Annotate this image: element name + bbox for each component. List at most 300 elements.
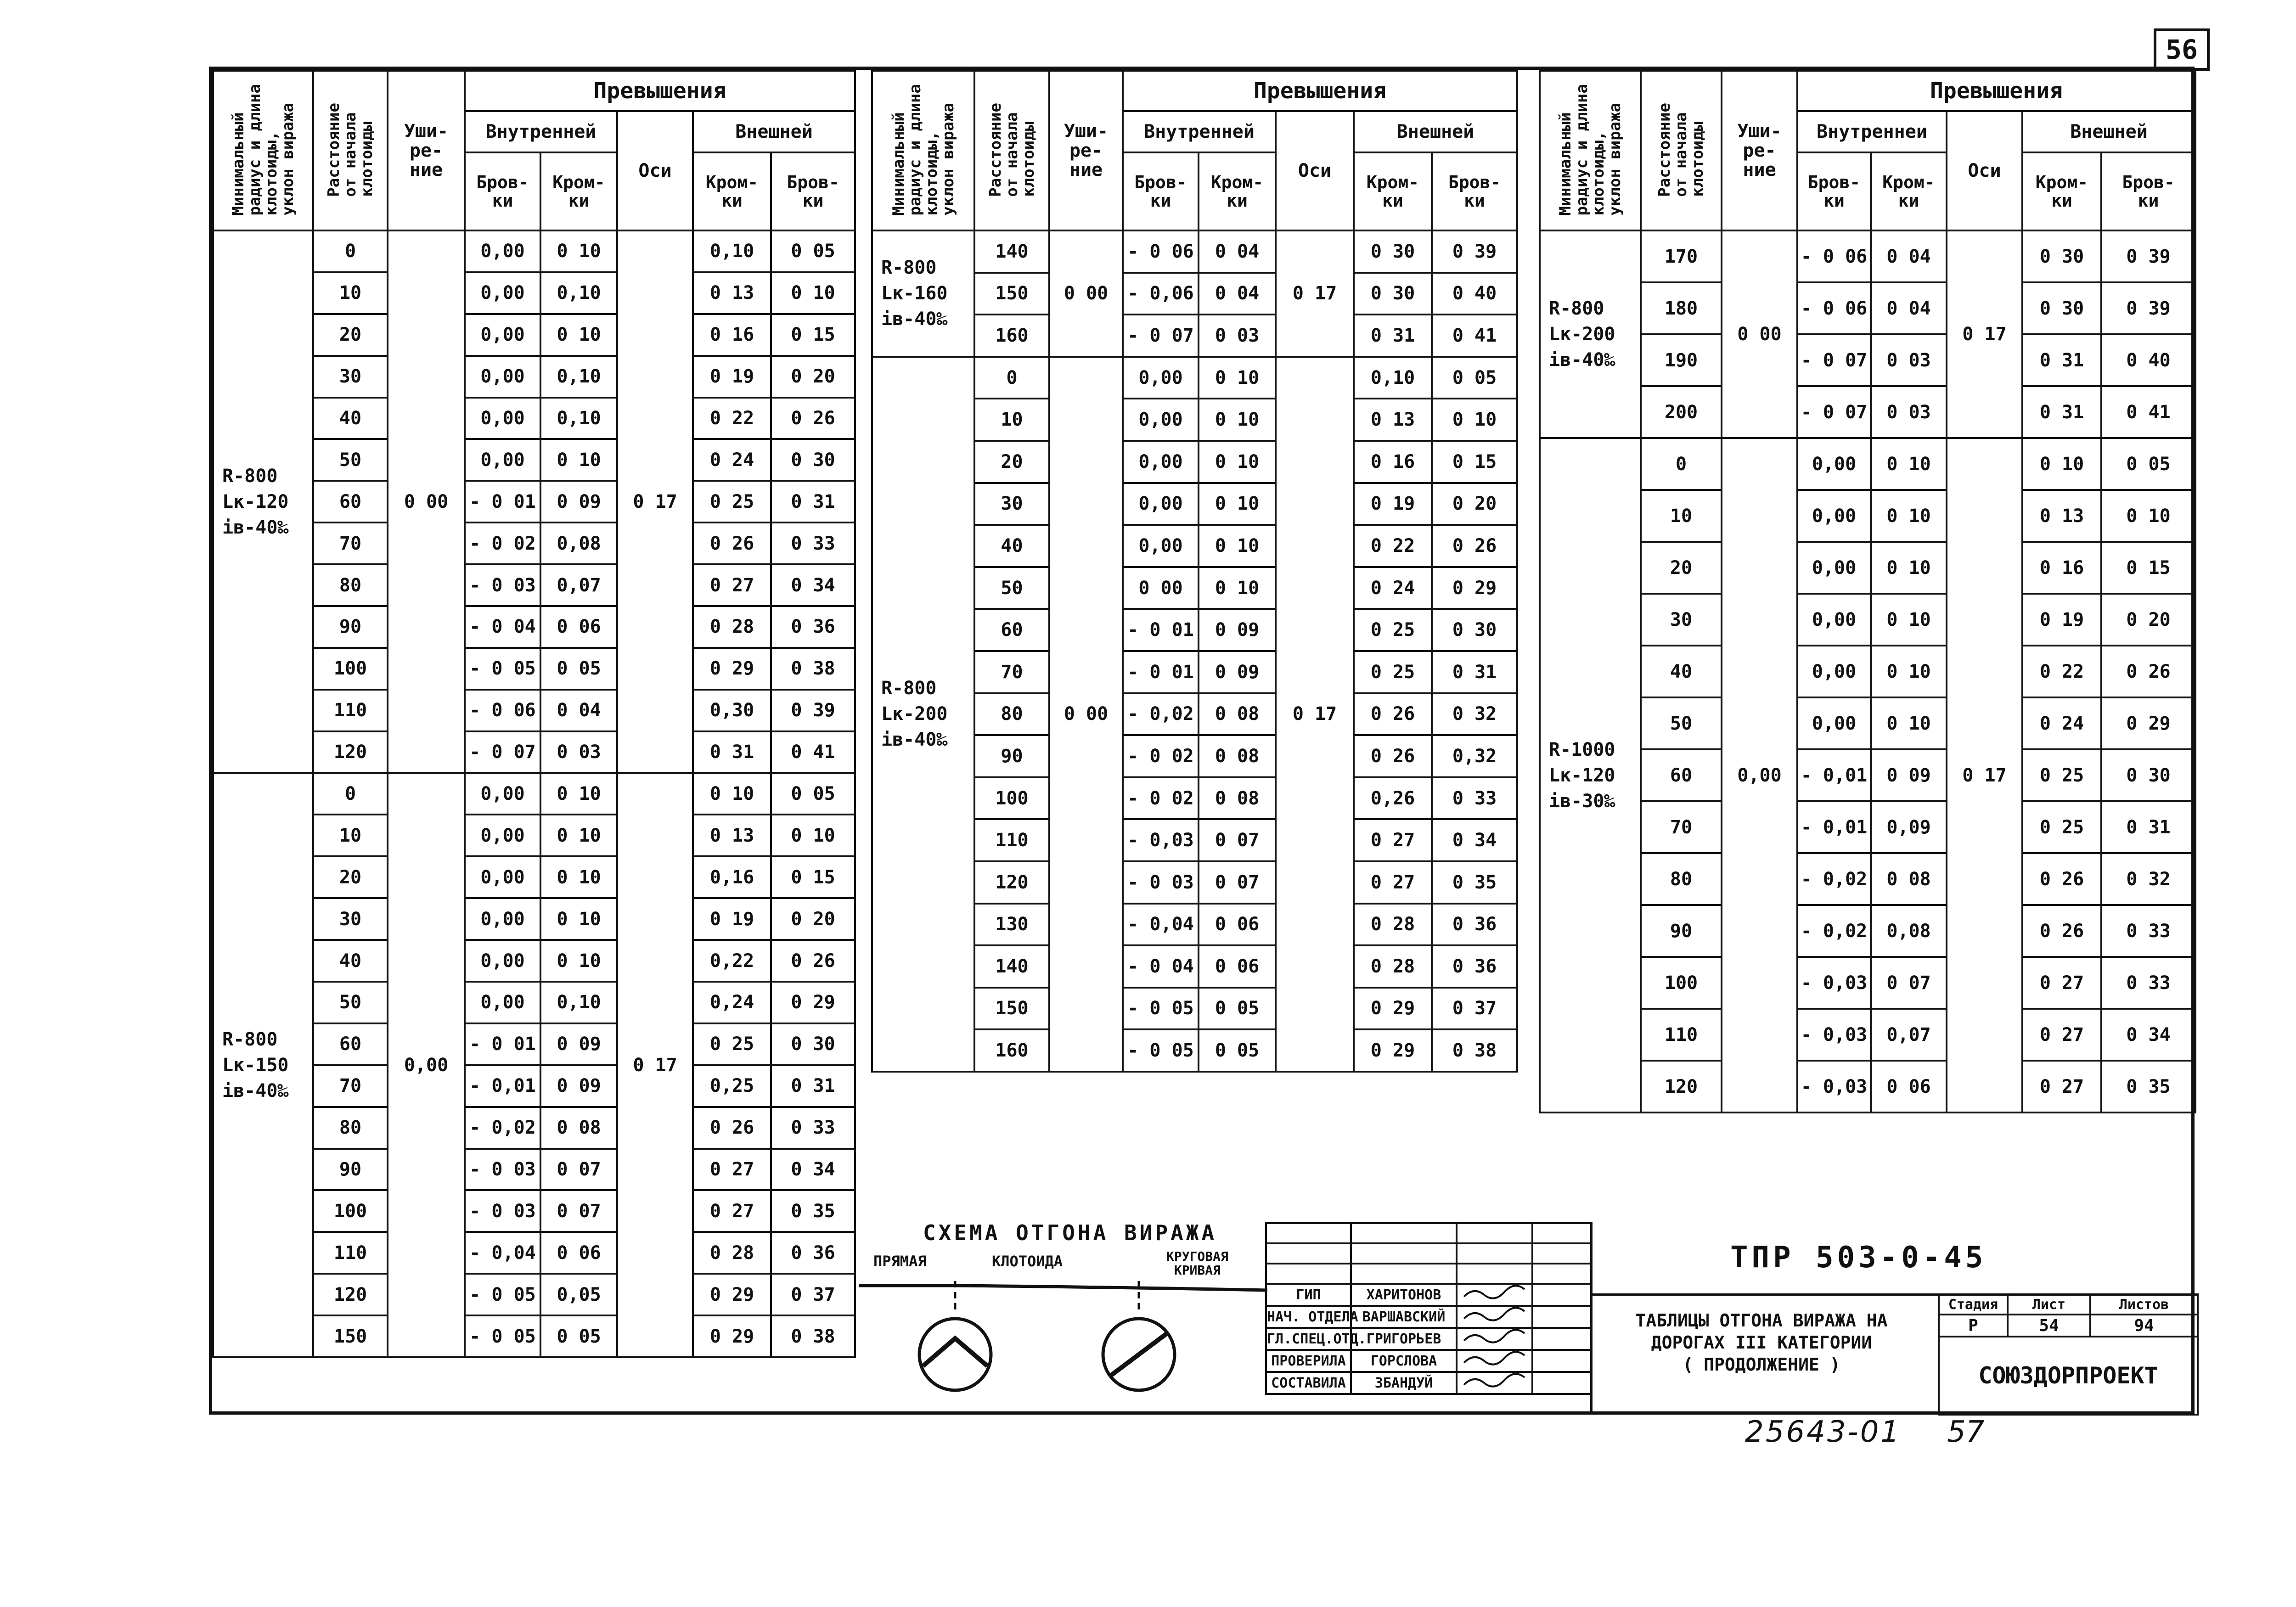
distance-cell: 80 [974, 693, 1049, 736]
inner-edge-cell: 0 06 [540, 1232, 617, 1274]
outer-brow-cell: 0 31 [771, 1065, 855, 1107]
inner-brow-cell: - 0 02 [465, 523, 540, 564]
outer-edge-cell: 0 25 [693, 1023, 771, 1065]
outer-edge-cell: 0 27 [693, 564, 771, 606]
outer-brow-cell: 0 35 [1432, 861, 1517, 904]
distance-cell: 160 [974, 1029, 1049, 1072]
outer-edge-cell: 0 24 [2022, 697, 2101, 749]
inner-brow-cell: - 0 06 [465, 690, 540, 731]
inner-edge-cell: 0 07 [1199, 819, 1276, 861]
inner-brow-cell: 0,00 [465, 272, 540, 314]
outer-brow-cell: 0 40 [2101, 334, 2195, 386]
distance-cell: 170 [1641, 230, 1722, 282]
outer-edge-cell: 0 25 [1354, 609, 1432, 651]
widening-cell: 0 00 [1049, 357, 1123, 1072]
distance-cell: 120 [313, 1274, 388, 1315]
signature [1457, 1284, 1532, 1306]
group-label: R-800 Lк-200 iв-40‰ [1540, 230, 1641, 438]
table-a-header-elevations: Превышения [465, 71, 855, 111]
outer-edge-cell: 0 24 [1354, 567, 1432, 609]
inner-brow-cell: - 0,03 [1123, 819, 1199, 861]
outer-brow-cell: 0 39 [2101, 282, 2195, 334]
outer-edge-cell: 0 25 [1354, 651, 1432, 693]
inner-edge-cell: 0 07 [1199, 861, 1276, 904]
distance-header-label: Расстояние от начала клотоиды [325, 102, 376, 197]
inner-edge-cell: 0 10 [1199, 399, 1276, 441]
inner-edge-cell: 0 03 [1871, 334, 1947, 386]
inner-brow-cell: - 0,02 [1123, 693, 1199, 736]
distance-cell: 40 [1641, 646, 1722, 697]
outer-brow-cell: 0 41 [1432, 315, 1517, 357]
stamp-empty-cell [1266, 1264, 1351, 1284]
group-label: R-800 Lк-160 iв-40‰ [872, 230, 974, 357]
inner-edge-cell: 0,09 [1871, 801, 1947, 853]
outer-brow-cell: 0 34 [1432, 819, 1517, 861]
inner-edge-cell: 0 10 [1871, 542, 1947, 594]
outer-edge-cell: 0 30 [1354, 230, 1432, 273]
outer-brow-cell: 0 32 [2101, 853, 2195, 905]
radius-header-label: Минимальный радиус и длина клотоиды, уклон виража [889, 84, 957, 216]
outer-brow-cell: 0 29 [2101, 697, 2195, 749]
outer-brow-cell: 0 31 [1432, 651, 1517, 693]
axis-cell: 0 17 [1276, 357, 1354, 1072]
sheet-title: ТАБЛИЦЫ ОТГОНА ВИРАЖА НА ДОРОГАХ III КАТЕГОРИИ ( ПРОДОЛЖЕНИЕ ) [1635, 1310, 1888, 1375]
inner-brow-cell: 0,00 [465, 856, 540, 898]
outer-brow-cell: 0 35 [771, 1190, 855, 1232]
table-c-header-brow-3: Бров- ки [2101, 152, 2195, 230]
distance-cell: 80 [313, 564, 388, 606]
doc-code: ТПР 503-0-45 [1730, 1241, 1987, 1275]
stamp-role: СОСТАВИЛА [1266, 1372, 1351, 1394]
table-row [213, 773, 855, 815]
inner-edge-cell: 0 06 [1199, 904, 1276, 946]
inner-brow-cell: - 0 01 [465, 481, 540, 523]
table-b-header-outer: Внешней [1354, 111, 1517, 152]
inner-edge-cell: 0 03 [540, 731, 617, 773]
inner-edge-cell: 0 10 [540, 940, 617, 982]
distance-cell: 90 [974, 735, 1049, 777]
stamp-empty-cell [1532, 1223, 1591, 1243]
outer-brow-cell: 0,32 [1432, 735, 1517, 777]
outer-edge-cell: 0 31 [2022, 386, 2101, 438]
inner-edge-cell: 0 06 [1199, 945, 1276, 988]
stamp-role: ГЛ.СПЕЦ.ОТД. [1266, 1328, 1351, 1350]
outer-brow-cell: 0 10 [771, 272, 855, 314]
sheet-label: Лист [2008, 1294, 2090, 1315]
stamp-name: ЗБАНДУЙ [1351, 1372, 1457, 1394]
table-b-header-radius [872, 71, 974, 230]
archive-number: 25643-01 [1745, 1415, 1902, 1449]
outer-edge-cell: 0 19 [2022, 594, 2101, 646]
table-c-header-radius [1540, 71, 1641, 230]
inner-edge-cell: 0 05 [1199, 1029, 1276, 1072]
inner-brow-cell: 0,00 [1123, 441, 1199, 483]
inner-brow-cell: - 0 01 [465, 1023, 540, 1065]
distance-cell: 150 [974, 988, 1049, 1030]
distance-cell: 30 [1641, 594, 1722, 646]
inner-brow-cell: - 0 07 [465, 731, 540, 773]
outer-brow-cell: 0 35 [2101, 1061, 2195, 1113]
radius-header-label: Минимальный радиус и длина клотоиды, уклон виража [1556, 84, 1624, 216]
outer-edge-cell: 0 19 [693, 898, 771, 940]
inner-brow-cell: - 0 05 [465, 1315, 540, 1357]
distance-cell: 100 [1641, 957, 1722, 1009]
distance-cell: 80 [1641, 853, 1722, 905]
table-a-header-distance [313, 71, 388, 230]
distance-cell: 140 [974, 945, 1049, 988]
stamp-role: НАЧ. ОТДЕЛА [1266, 1306, 1351, 1328]
inner-brow-cell: - 0 01 [1123, 609, 1199, 651]
outer-brow-cell: 0 36 [1432, 945, 1517, 988]
distance-cell: 60 [313, 1023, 388, 1065]
outer-edge-cell: 0 27 [1354, 819, 1432, 861]
outer-brow-cell: 0 30 [1432, 609, 1517, 651]
table-a-header-radius [213, 71, 313, 230]
outer-edge-cell: 0 10 [693, 773, 771, 815]
inner-edge-cell: 0 06 [540, 606, 617, 648]
outer-brow-cell: 0 30 [771, 439, 855, 481]
inner-edge-cell: 0 03 [1871, 386, 1947, 438]
distance-cell: 110 [1641, 1009, 1722, 1061]
outer-edge-cell: 0 19 [1354, 483, 1432, 525]
outer-edge-cell: 0 31 [1354, 315, 1432, 357]
table-b-header-widening: Уши- ре- ние [1049, 71, 1123, 230]
scheme-title: СХЕМА ОТГОНА ВИРАЖА [923, 1220, 1217, 1245]
outer-edge-cell: 0 28 [693, 1232, 771, 1274]
outer-brow-cell: 0 33 [771, 523, 855, 564]
outer-edge-cell: 0 31 [2022, 334, 2101, 386]
outer-brow-cell: 0 05 [771, 773, 855, 815]
inner-brow-cell: - 0,01 [1797, 801, 1871, 853]
outer-brow-cell: 0 36 [771, 606, 855, 648]
inner-edge-cell: 0 10 [1871, 594, 1947, 646]
outer-edge-cell: 0,30 [693, 690, 771, 731]
stamp-role: ПРОВЕРИЛА [1266, 1350, 1351, 1372]
outer-brow-cell: 0 05 [771, 230, 855, 272]
distance-cell: 180 [1641, 282, 1722, 334]
inner-edge-cell: 0 10 [540, 898, 617, 940]
table-b [871, 70, 1518, 1073]
inner-brow-cell: 0,00 [1123, 399, 1199, 441]
inner-brow-cell: 0,00 [1797, 542, 1871, 594]
outer-edge-cell: 0,25 [693, 1065, 771, 1107]
inner-brow-cell: 0,00 [465, 439, 540, 481]
distance-cell: 110 [313, 690, 388, 731]
outer-brow-cell: 0 10 [1432, 399, 1517, 441]
table-b-header-edge-1: Кром- ки [1199, 152, 1276, 230]
inner-edge-cell: 0 04 [1199, 230, 1276, 273]
distance-cell: 160 [974, 315, 1049, 357]
distance-cell: 120 [974, 861, 1049, 904]
axis-cell: 0 17 [1947, 230, 2022, 438]
outer-edge-cell: 0,16 [693, 856, 771, 898]
inner-brow-cell: - 0,02 [1797, 905, 1871, 957]
inner-brow-cell: - 0,03 [1797, 957, 1871, 1009]
distance-cell: 110 [313, 1232, 388, 1274]
outer-brow-cell: 0 30 [771, 1023, 855, 1065]
inner-brow-cell: - 0 01 [1123, 651, 1199, 693]
inner-edge-cell: 0 08 [1199, 777, 1276, 820]
table-b-header-axis: Оси [1276, 111, 1354, 230]
inner-edge-cell: 0 10 [1871, 646, 1947, 697]
inner-edge-cell: 0 08 [540, 1107, 617, 1149]
group-label: R-800 Lк-150 iв-40‰ [213, 773, 313, 1357]
distance-cell: 10 [1641, 490, 1722, 542]
outer-edge-cell: 0 22 [693, 398, 771, 439]
outer-brow-cell: 0 05 [1432, 357, 1517, 399]
inner-brow-cell: 0,00 [465, 898, 540, 940]
distance-cell: 190 [1641, 334, 1722, 386]
stamp-name: ГРИГОРЬЕВ [1351, 1328, 1457, 1350]
outer-edge-cell: 0 30 [2022, 282, 2101, 334]
inner-edge-cell: 0 05 [540, 648, 617, 690]
inner-edge-cell: 0 10 [540, 230, 617, 272]
inner-brow-cell: 0,00 [1797, 697, 1871, 749]
inner-brow-cell: 0,00 [465, 398, 540, 439]
inner-edge-cell: 0,10 [540, 272, 617, 314]
stamp-name: ХАРИТОНОВ [1351, 1284, 1457, 1306]
inner-edge-cell: 0 10 [540, 773, 617, 815]
inner-brow-cell: - 0 05 [1123, 988, 1199, 1030]
table-c-header-edge-1: Кром- ки [1871, 152, 1947, 230]
inner-edge-cell: 0 07 [540, 1190, 617, 1232]
distance-cell: 90 [313, 606, 388, 648]
inner-edge-cell: 0 05 [540, 1315, 617, 1357]
stamp-date [1532, 1372, 1591, 1394]
outer-edge-cell: 0 30 [2022, 230, 2101, 282]
widening-cell: 0 00 [1722, 230, 1797, 438]
inner-edge-cell: 0 05 [1199, 988, 1276, 1030]
outer-brow-cell: 0 38 [1432, 1029, 1517, 1072]
inner-brow-cell: - 0 07 [1797, 386, 1871, 438]
distance-cell: 0 [313, 230, 388, 272]
stamp-empty-cell [1532, 1264, 1591, 1284]
organization: СОЮЗДОРПРОЕКТ [1939, 1337, 2198, 1415]
inner-edge-cell: 0 04 [1199, 273, 1276, 315]
sheets-value: 94 [2090, 1315, 2198, 1337]
stamp-date [1532, 1306, 1591, 1328]
table-a-header-widening: Уши- ре- ние [388, 71, 465, 230]
title-block [1590, 1222, 2195, 1415]
table-b-header-brow-0: Бров- ки [1123, 152, 1199, 230]
outer-brow-cell: 0 20 [1432, 483, 1517, 525]
stamp-empty-cell [1351, 1223, 1457, 1243]
inner-brow-cell: - 0 05 [465, 1274, 540, 1315]
outer-brow-cell: 0 33 [771, 1107, 855, 1149]
inner-brow-cell: - 0 03 [1123, 861, 1199, 904]
outer-brow-cell: 0 31 [2101, 801, 2195, 853]
outer-edge-cell: 0 13 [1354, 399, 1432, 441]
outer-edge-cell: 0 25 [693, 481, 771, 523]
table-c-header-distance [1641, 71, 1722, 230]
inner-edge-cell: 0 10 [540, 439, 617, 481]
distance-cell: 100 [313, 1190, 388, 1232]
distance-cell: 70 [974, 651, 1049, 693]
outer-edge-cell: 0 13 [693, 272, 771, 314]
widening-cell: 0 00 [1049, 230, 1123, 357]
outer-brow-cell: 0 31 [771, 481, 855, 523]
inner-brow-cell: 0,00 [465, 940, 540, 982]
inner-brow-cell: - 0 02 [1123, 735, 1199, 777]
table-a [212, 70, 856, 1358]
signature [1457, 1306, 1532, 1328]
outer-brow-cell: 0 26 [771, 940, 855, 982]
outer-brow-cell: 0 10 [2101, 490, 2195, 542]
distance-cell: 70 [313, 523, 388, 564]
inner-edge-cell: 0 04 [1871, 230, 1947, 282]
group-label: R-800 Lк-120 iв-40‰ [213, 230, 313, 773]
outer-brow-cell: 0 38 [771, 1315, 855, 1357]
table-b-header-elevations: Превышения [1123, 71, 1517, 111]
outer-brow-cell: 0 20 [771, 356, 855, 398]
outer-edge-cell: 0 27 [2022, 957, 2101, 1009]
outer-brow-cell: 0 38 [771, 648, 855, 690]
inner-brow-cell: 0,00 [1123, 483, 1199, 525]
archive-page: 57 [1947, 1415, 1985, 1449]
stamp-empty-cell [1351, 1243, 1457, 1264]
inner-edge-cell: 0,10 [540, 982, 617, 1023]
outer-brow-cell: 0 41 [2101, 386, 2195, 438]
stamp-empty-cell [1266, 1223, 1351, 1243]
stage-label: Стадия [1939, 1294, 2008, 1315]
outer-edge-cell: 0 10 [2022, 438, 2101, 490]
outer-brow-cell: 0 29 [1432, 567, 1517, 609]
table-b-header-inner: Внутренней [1123, 111, 1276, 152]
outer-edge-cell: 0,22 [693, 940, 771, 982]
group-label: R-800 Lк-200 iв-40‰ [872, 357, 974, 1072]
scheme-clothoid-label: КЛОТОИДА [992, 1253, 1063, 1270]
inner-edge-cell: 0 04 [540, 690, 617, 731]
table-c-header-axis: Оси [1947, 111, 2022, 230]
outer-edge-cell: 0 31 [693, 731, 771, 773]
table-c-header-outer: Внешней [2022, 111, 2195, 152]
inner-edge-cell: 0 09 [540, 1065, 617, 1107]
inner-brow-cell: 0,00 [465, 815, 540, 856]
signature [1457, 1350, 1532, 1372]
widening-cell: 0,00 [388, 773, 465, 1357]
outer-edge-cell: 0 29 [693, 1274, 771, 1315]
table-a-header-inner: Внутренней [465, 111, 617, 152]
outer-edge-cell: 0 27 [693, 1190, 771, 1232]
inner-edge-cell: 0,07 [540, 564, 617, 606]
outer-brow-cell: 0 26 [2101, 646, 2195, 697]
outer-brow-cell: 0 33 [2101, 905, 2195, 957]
outer-edge-cell: 0 29 [1354, 1029, 1432, 1072]
inner-brow-cell: - 0 07 [1797, 334, 1871, 386]
stamp-empty-cell [1457, 1243, 1532, 1264]
inner-edge-cell: 0 08 [1199, 693, 1276, 736]
inner-brow-cell: - 0 07 [1123, 315, 1199, 357]
inner-edge-cell: 0,08 [1871, 905, 1947, 957]
inner-edge-cell: 0 08 [1871, 853, 1947, 905]
distance-cell: 100 [313, 648, 388, 690]
table-row [872, 230, 1517, 273]
inner-brow-cell: 0,00 [465, 356, 540, 398]
distance-cell: 200 [1641, 386, 1722, 438]
outer-edge-cell: 0,10 [693, 230, 771, 272]
inner-brow-cell: - 0,02 [465, 1107, 540, 1149]
stamp-role: ГИП [1266, 1284, 1351, 1306]
scheme-diagram [854, 1276, 1267, 1414]
inner-edge-cell: 0,07 [1871, 1009, 1947, 1061]
outer-edge-cell: 0 25 [2022, 749, 2101, 801]
distance-cell: 20 [1641, 542, 1722, 594]
stamp-date [1532, 1328, 1591, 1350]
inner-edge-cell: 0 03 [1199, 315, 1276, 357]
stage-value: Р [1939, 1315, 2008, 1337]
distance-cell: 10 [313, 272, 388, 314]
outer-edge-cell: 0 16 [2022, 542, 2101, 594]
outer-edge-cell: 0 30 [1354, 273, 1432, 315]
stamp-empty-cell [1457, 1264, 1532, 1284]
outer-brow-cell: 0 15 [771, 314, 855, 356]
outer-edge-cell: 0 28 [1354, 945, 1432, 988]
outer-brow-cell: 0 15 [771, 856, 855, 898]
distance-header-label: Расстояние от начала клотоиды [986, 102, 1038, 197]
outer-edge-cell: 0 29 [693, 1315, 771, 1357]
inner-brow-cell: - 0,02 [1797, 853, 1871, 905]
inner-brow-cell: - 0 06 [1797, 282, 1871, 334]
outer-brow-cell: 0 26 [771, 398, 855, 439]
inner-edge-cell: 0,10 [540, 356, 617, 398]
outer-edge-cell: 0 26 [2022, 853, 2101, 905]
inner-edge-cell: 0 08 [1199, 735, 1276, 777]
outer-brow-cell: 0 05 [2101, 438, 2195, 490]
axis-cell: 0 17 [1276, 230, 1354, 357]
outer-brow-cell: 0 36 [1432, 904, 1517, 946]
stamp-date [1532, 1284, 1591, 1306]
inner-brow-cell: 0,00 [465, 230, 540, 272]
outer-brow-cell: 0 37 [771, 1274, 855, 1315]
inner-brow-cell: - 0 02 [1123, 777, 1199, 820]
inner-edge-cell: 0 10 [1199, 441, 1276, 483]
outer-brow-cell: 0 39 [771, 690, 855, 731]
outer-edge-cell: 0 22 [2022, 646, 2101, 697]
distance-cell: 30 [313, 356, 388, 398]
outer-edge-cell: 0,10 [1354, 357, 1432, 399]
distance-cell: 50 [313, 439, 388, 481]
stamp-name: ГОРСЛОВА [1351, 1350, 1457, 1372]
inner-brow-cell: 0 00 [1123, 567, 1199, 609]
inner-brow-cell: - 0,06 [1123, 273, 1199, 315]
inner-brow-cell: 0,00 [1123, 357, 1199, 399]
inner-edge-cell: 0 09 [1199, 651, 1276, 693]
widening-cell: 0,00 [1722, 438, 1797, 1113]
outer-edge-cell: 0 28 [693, 606, 771, 648]
distance-cell: 130 [974, 904, 1049, 946]
stamp-empty-cell [1457, 1223, 1532, 1243]
outer-brow-cell: 0 15 [2101, 542, 2195, 594]
inner-edge-cell: 0 09 [540, 481, 617, 523]
inner-edge-cell: 0 10 [540, 314, 617, 356]
inner-brow-cell: - 0,03 [1797, 1009, 1871, 1061]
signature [1457, 1372, 1532, 1394]
inner-brow-cell: - 0 03 [465, 564, 540, 606]
distance-cell: 150 [313, 1315, 388, 1357]
distance-cell: 70 [1641, 801, 1722, 853]
distance-cell: 30 [313, 898, 388, 940]
outer-edge-cell: 0 27 [2022, 1009, 2101, 1061]
distance-cell: 70 [313, 1065, 388, 1107]
outer-edge-cell: 0 16 [693, 314, 771, 356]
distance-cell: 10 [313, 815, 388, 856]
distance-cell: 20 [313, 856, 388, 898]
distance-cell: 30 [974, 483, 1049, 525]
inner-brow-cell: - 0,01 [465, 1065, 540, 1107]
outer-brow-cell: 0 26 [1432, 525, 1517, 567]
inner-edge-cell: 0,08 [540, 523, 617, 564]
stamp-empty-cell [1351, 1264, 1457, 1284]
